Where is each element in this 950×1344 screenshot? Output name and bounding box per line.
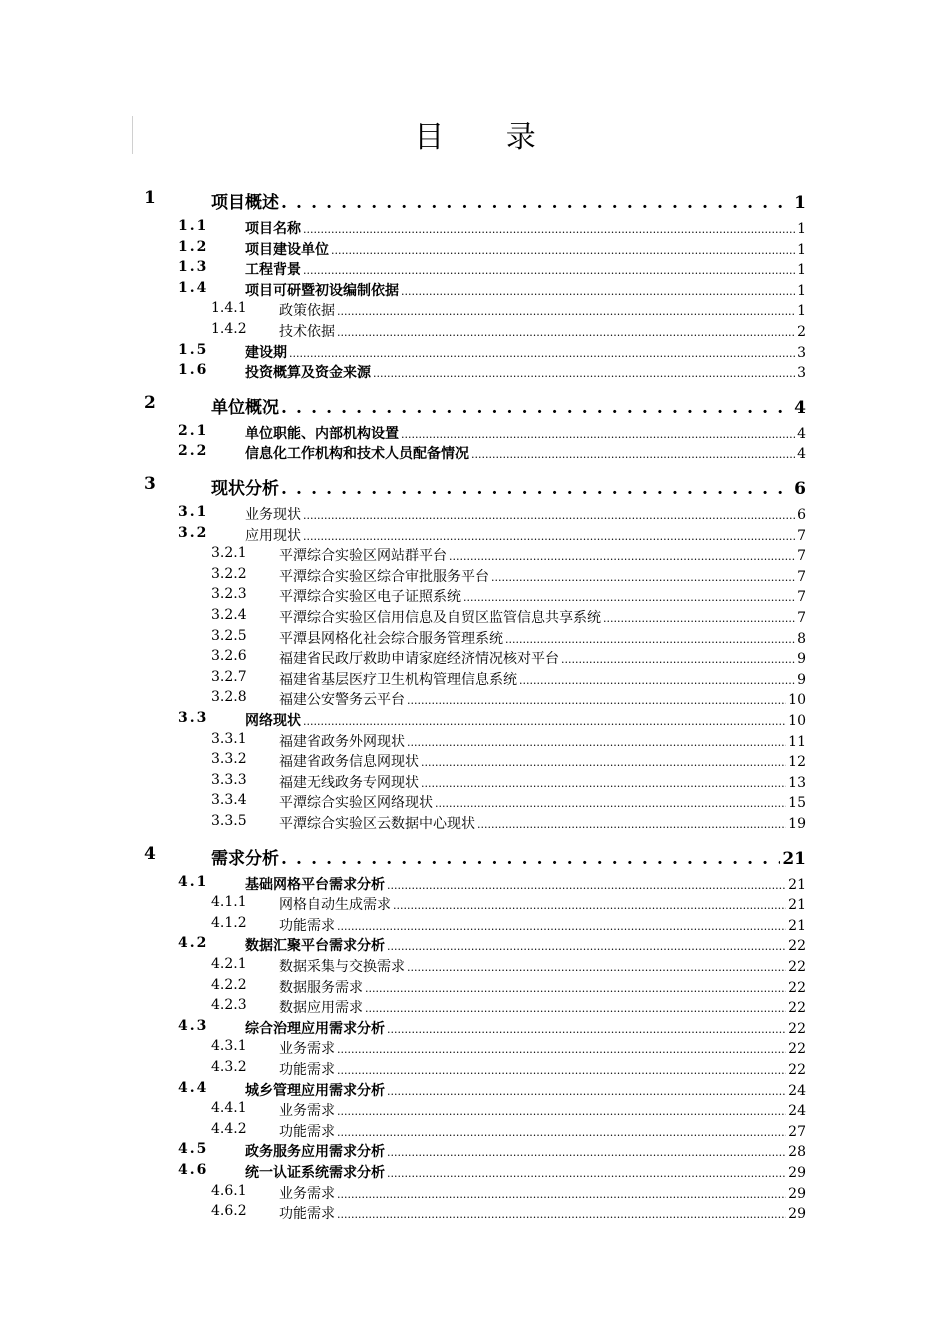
toc-entry[interactable] [178, 259, 806, 279]
toc-entry[interactable] [178, 1018, 806, 1038]
toc-entry-title: 单位概况 [211, 397, 279, 418]
toc-entry-number: 3.3.4 [211, 792, 247, 809]
toc-entry-page: 7 [797, 610, 806, 626]
toc-entry[interactable] [178, 239, 806, 259]
toc-entry-page: 22 [788, 938, 806, 955]
toc-entry[interactable] [178, 362, 806, 382]
toc-entry-title: 项目建设单位 [245, 241, 329, 258]
toc-dot-leader [387, 1165, 786, 1181]
toc-entry-page: 13 [788, 774, 806, 791]
toc-entry-number: 4.2 [178, 935, 209, 952]
toc-entry[interactable] [178, 1141, 806, 1161]
toc-entry[interactable] [211, 772, 806, 792]
toc-entry-title: 数据应用需求 [279, 1000, 363, 1017]
toc-dot-leader [289, 345, 795, 361]
toc-entry-page: 7 [797, 589, 806, 606]
toc-entry-page: 6 [794, 479, 806, 499]
toc-entry-title: 功能需求 [279, 1123, 335, 1140]
toc-entry-title: 城乡管理应用需求分析 [245, 1082, 385, 1099]
toc-entry-page: 22 [788, 1041, 806, 1058]
toc-entry-page: 21 [788, 897, 806, 914]
toc-entry-page: 21 [788, 876, 806, 893]
toc-dot-leader [407, 692, 786, 708]
toc-dot-leader [387, 1083, 786, 1099]
toc-entry-number: 3 [144, 474, 156, 494]
toc-entry-number: 4.6.2 [211, 1203, 247, 1220]
toc-entry-title: 建设期 [245, 344, 287, 361]
toc-entry-number: 4.2.2 [211, 976, 247, 993]
toc-dot-leader [393, 897, 786, 913]
toc-dot-leader [303, 528, 795, 544]
toc-dot-leader [373, 365, 795, 381]
toc-entry-title: 单位职能、内部机构设置 [245, 425, 399, 442]
toc-entry[interactable] [211, 566, 806, 586]
toc-dot-leader [337, 1041, 786, 1057]
toc-entry[interactable] [211, 792, 806, 812]
toc-entry-page: 29 [788, 1165, 806, 1181]
toc-dot-leader [463, 589, 795, 605]
toc-entry-page: 22 [788, 959, 806, 975]
toc-dot-leader [303, 507, 795, 523]
toc-entry-number: 4.3.1 [211, 1038, 247, 1055]
toc-entry[interactable] [211, 689, 806, 709]
toc-entry-number: 1 [144, 188, 156, 208]
toc-entry-page: 19 [788, 816, 806, 832]
toc-entry-number: 3.2.4 [211, 607, 247, 623]
toc-entry-page: 3 [797, 365, 806, 382]
toc-dot-leader [331, 242, 795, 258]
toc-entry-title: 政务服务应用需求分析 [245, 1144, 385, 1161]
toc-entry[interactable] [211, 648, 806, 668]
toc-entry-title: 技术依据 [279, 324, 335, 340]
toc-entry[interactable] [211, 894, 806, 914]
toc-entry-title: 功能需求 [279, 917, 335, 934]
toc-entry-page: 3 [797, 344, 806, 361]
toc-entry-title: 统一认证系统需求分析 [245, 1165, 385, 1181]
toc-entry-number: 4 [144, 843, 156, 864]
toc-entry-page: 11 [788, 733, 806, 750]
toc-dot-leader [519, 672, 795, 688]
toc-entry-title: 基础网格平台需求分析 [245, 876, 385, 893]
toc-entry[interactable] [178, 423, 806, 443]
toc-entry-page: 4 [797, 446, 806, 463]
toc-entry-number: 4.6.1 [211, 1182, 247, 1199]
toc-entry-number: 4.2.1 [211, 956, 247, 972]
toc-entry[interactable] [211, 1121, 806, 1141]
toc-entry-title: 福建省民政厅救助申请家庭经济情况核对平台 [279, 651, 559, 668]
toc-entry[interactable] [211, 1183, 806, 1203]
toc-entry-title: 网络现状 [245, 713, 301, 729]
toc-entry[interactable] [178, 218, 806, 238]
toc-entry-title: 业务需求 [279, 1185, 335, 1202]
toc-entry-title: 项目概述 [211, 193, 279, 213]
toc-entry-page: 4 [794, 397, 806, 418]
toc-entry[interactable] [211, 628, 806, 648]
toc-entry-number: 3.2.2 [211, 565, 247, 582]
toc-entry[interactable] [178, 710, 806, 730]
toc-entry[interactable] [178, 874, 806, 894]
toc-entry-title: 平潭综合实验区云数据中心现状 [279, 816, 475, 832]
toc-dot-leader [303, 262, 795, 278]
toc-entry[interactable] [211, 731, 806, 751]
toc-dot-leader [401, 283, 795, 299]
toc-entry[interactable] [178, 525, 806, 545]
toc-entry[interactable] [211, 300, 806, 320]
toc-dot-leader [505, 631, 795, 647]
toc-entry-number: 3.3.2 [211, 751, 247, 768]
toc-entry-title: 数据采集与交换需求 [279, 959, 405, 975]
toc-entry-page: 4 [797, 425, 806, 442]
toc-entry[interactable] [211, 813, 806, 833]
toc-entry-title: 投资概算及资金来源 [245, 365, 371, 382]
toc-entry[interactable] [178, 1162, 806, 1182]
toc-entry-number: 3.2.5 [211, 627, 247, 644]
toc-entry-page: 22 [788, 1062, 806, 1078]
toc-entry-number: 4.6 [178, 1162, 209, 1178]
toc-entry-page: 1 [794, 193, 806, 213]
toc-dot-leader [603, 610, 795, 626]
toc-entry-page: 24 [788, 1082, 806, 1099]
toc-entry-number: 3.3 [178, 710, 209, 726]
toc-entry[interactable] [211, 669, 806, 689]
toc-entry-number: 3.2.8 [211, 689, 247, 706]
toc-entry[interactable] [211, 1038, 806, 1058]
toc-entry-page: 7 [797, 568, 806, 585]
toc-entry-title: 平潭县网格化社会综合服务管理系统 [279, 630, 503, 647]
toc-dot-leader [337, 1124, 786, 1140]
toc-entry-number: 4.4.2 [211, 1120, 247, 1137]
toc-entry-title: 功能需求 [279, 1062, 335, 1078]
toc-entry-number: 4.4.1 [211, 1100, 247, 1117]
toc-entry-page: 1 [797, 303, 806, 320]
toc-entry-title: 政策依据 [279, 303, 335, 320]
toc-entry-number: 4.2.3 [211, 997, 247, 1014]
toc-dot-leader [337, 1103, 786, 1119]
toc-entry-number: 1.6 [178, 362, 209, 379]
toc-dot-leader [281, 849, 780, 869]
toc-entry-number: 3.2.1 [211, 545, 247, 562]
toc-entry-title: 数据汇聚平台需求分析 [245, 938, 385, 955]
toc-entry-page: 6 [797, 507, 806, 523]
toc-entry-page: 7 [797, 548, 806, 565]
toc-entry-number: 3.3.5 [211, 813, 247, 829]
toc-title: 目 录 [414, 120, 562, 155]
toc-entry-number: 1.4.1 [211, 300, 247, 317]
toc-entry-page: 2 [797, 324, 806, 340]
toc-entry-number: 4.1.2 [211, 914, 247, 931]
toc-dot-leader [421, 775, 786, 791]
toc-entry-page: 1 [797, 221, 806, 237]
toc-entry-number: 4.4 [178, 1079, 209, 1096]
toc-entry[interactable] [144, 474, 806, 499]
toc-dot-leader [281, 193, 792, 213]
toc-entry-title: 福建无线政务专网现状 [279, 774, 419, 791]
toc-entry[interactable] [211, 607, 806, 627]
toc-entry-title: 信息化工作机构和技术人员配备情况 [245, 446, 469, 463]
toc-entry[interactable] [211, 977, 806, 997]
toc-entry-number: 3.1 [178, 504, 209, 520]
toc-entry-title: 平潭综合实验区电子证照系统 [279, 589, 461, 606]
toc-dot-leader [303, 713, 786, 729]
toc-entry-page: 8 [797, 630, 806, 647]
toc-entry-page: 22 [788, 1000, 806, 1017]
toc-entry-page: 22 [788, 979, 806, 996]
toc-entry-page: 27 [788, 1123, 806, 1140]
toc-entry-title: 平潭综合实验区信用信息及自贸区监管信息共享系统 [279, 610, 601, 626]
toc-entry[interactable] [211, 1100, 806, 1120]
toc-entry-number: 2.2 [178, 443, 209, 460]
toc-entry-number: 1.4 [178, 279, 209, 296]
toc-entry-page: 21 [788, 917, 806, 934]
toc-dot-leader [407, 734, 786, 750]
toc-entry[interactable] [211, 751, 806, 771]
toc-entry-page: 28 [788, 1144, 806, 1161]
toc-entry-number: 1.2 [178, 238, 209, 255]
toc-dot-leader [449, 548, 795, 564]
toc-entry[interactable] [211, 321, 806, 341]
toc-entry[interactable] [211, 1059, 806, 1079]
toc-entry-page: 12 [788, 754, 806, 771]
toc-entry-page: 22 [788, 1020, 806, 1037]
toc-dot-leader [421, 754, 786, 770]
toc-entry-page: 29 [788, 1206, 806, 1223]
toc-entry-page: 15 [788, 795, 806, 812]
toc-entry-title: 业务需求 [279, 1041, 335, 1058]
toc-entry-number: 4.5 [178, 1141, 209, 1158]
toc-dot-leader [337, 1206, 786, 1222]
toc-entry-title: 现状分析 [211, 479, 279, 499]
toc-entry[interactable] [211, 997, 806, 1017]
toc-entry-number: 4.3.2 [211, 1059, 247, 1075]
toc-entry[interactable] [178, 342, 806, 362]
toc-dot-leader [435, 795, 786, 811]
toc-entry-page: 1 [797, 262, 806, 279]
toc-dot-leader [337, 1062, 786, 1078]
toc-dot-leader [365, 980, 786, 996]
toc-dot-leader [365, 1000, 786, 1016]
toc-entry[interactable] [211, 1203, 806, 1223]
toc-entry-page: 29 [788, 1185, 806, 1202]
toc-entry-number: 3.2 [178, 524, 209, 541]
toc-dot-leader [337, 324, 795, 340]
toc-dot-leader [337, 303, 795, 319]
toc-entry-title: 平潭综合实验区综合审批服务平台 [279, 568, 489, 585]
toc-entry-page: 9 [797, 671, 806, 688]
toc-entry-page: 10 [788, 692, 806, 709]
toc-dot-leader [387, 1144, 786, 1160]
toc-entry[interactable] [178, 280, 806, 300]
toc-dot-leader [281, 479, 792, 499]
toc-entry[interactable] [144, 392, 806, 418]
toc-dot-leader [401, 426, 795, 442]
toc-entry-number: 1.5 [178, 341, 209, 358]
toc-entry-number: 3.2.7 [211, 668, 247, 685]
toc-entry-number: 3.3.1 [211, 730, 247, 747]
toc-entry-title: 业务需求 [279, 1103, 335, 1120]
toc-dot-leader [337, 918, 786, 934]
toc-entry[interactable] [178, 1080, 806, 1100]
toc-entry-page: 1 [797, 282, 806, 299]
toc-entry[interactable] [211, 586, 806, 606]
toc-entry-title: 综合治理应用需求分析 [245, 1020, 385, 1037]
toc-entry-number: 4.1.1 [211, 894, 247, 911]
toc-entry-title: 平潭综合实验区网络现状 [279, 795, 433, 812]
toc-entry-title: 需求分析 [211, 848, 279, 869]
toc-entry-page: 1 [797, 241, 806, 258]
toc-dot-leader [491, 569, 795, 585]
toc-dot-leader [281, 398, 792, 418]
toc-entry[interactable] [178, 443, 806, 463]
toc-dot-leader [303, 221, 795, 237]
toc-entry-page: 24 [788, 1103, 806, 1120]
toc-entry-title: 数据服务需求 [279, 979, 363, 996]
toc-entry-title: 网格自动生成需求 [279, 897, 391, 914]
toc-dot-leader [477, 816, 786, 832]
toc-entry-title: 工程背景 [245, 262, 301, 279]
toc-dot-leader [407, 959, 786, 975]
toc-entry-number: 4.1 [178, 873, 209, 890]
toc-entry-title: 福建公安警务云平台 [279, 692, 405, 709]
toc-entry-number: 4.3 [178, 1017, 209, 1034]
toc-entry[interactable] [144, 188, 806, 213]
toc-dot-leader [471, 446, 795, 462]
toc-dot-leader [387, 938, 786, 954]
toc-entry-page: 10 [788, 713, 806, 729]
toc-entry-title: 功能需求 [279, 1206, 335, 1223]
toc-entry-title: 业务现状 [245, 507, 301, 523]
toc-dot-leader [561, 651, 795, 667]
toc-entry-title: 应用现状 [245, 527, 301, 544]
toc-entry-title: 福建省政务信息网现状 [279, 754, 419, 771]
toc-entry-number: 2.1 [178, 422, 209, 439]
toc-entry-title: 福建省基层医疗卫生机构管理信息系统 [279, 671, 517, 688]
toc-entry-page: 7 [797, 527, 806, 544]
toc-entry-number: 3.2.3 [211, 586, 247, 603]
toc-entry-page: 9 [797, 651, 806, 668]
toc-entry[interactable] [144, 843, 806, 869]
toc-entry-number: 2 [144, 392, 156, 413]
toc-dot-leader [387, 1021, 786, 1037]
toc-entry[interactable] [211, 545, 806, 565]
toc-entry-number: 3.3.3 [211, 771, 247, 788]
toc-entry-number: 3.2.6 [211, 648, 247, 665]
toc-dot-leader [387, 877, 786, 893]
toc-entry-page: 21 [782, 848, 806, 869]
toc-entry-title: 项目可研暨初设编制依据 [245, 282, 399, 299]
toc-entry-number: 1.3 [178, 259, 209, 276]
toc-entry-title: 项目名称 [245, 221, 301, 237]
toc-dot-leader [337, 1186, 786, 1202]
toc-entry-title: 福建省政务外网现状 [279, 733, 405, 750]
toc-entry[interactable] [178, 504, 806, 524]
toc-entry-number: 1.1 [178, 218, 209, 234]
toc-entry-number: 1.4.2 [211, 321, 247, 337]
toc-entry[interactable] [178, 935, 806, 955]
toc-entry[interactable] [211, 915, 806, 935]
toc-entry-title: 平潭综合实验区网站群平台 [279, 548, 447, 565]
toc-entry[interactable] [211, 956, 806, 976]
